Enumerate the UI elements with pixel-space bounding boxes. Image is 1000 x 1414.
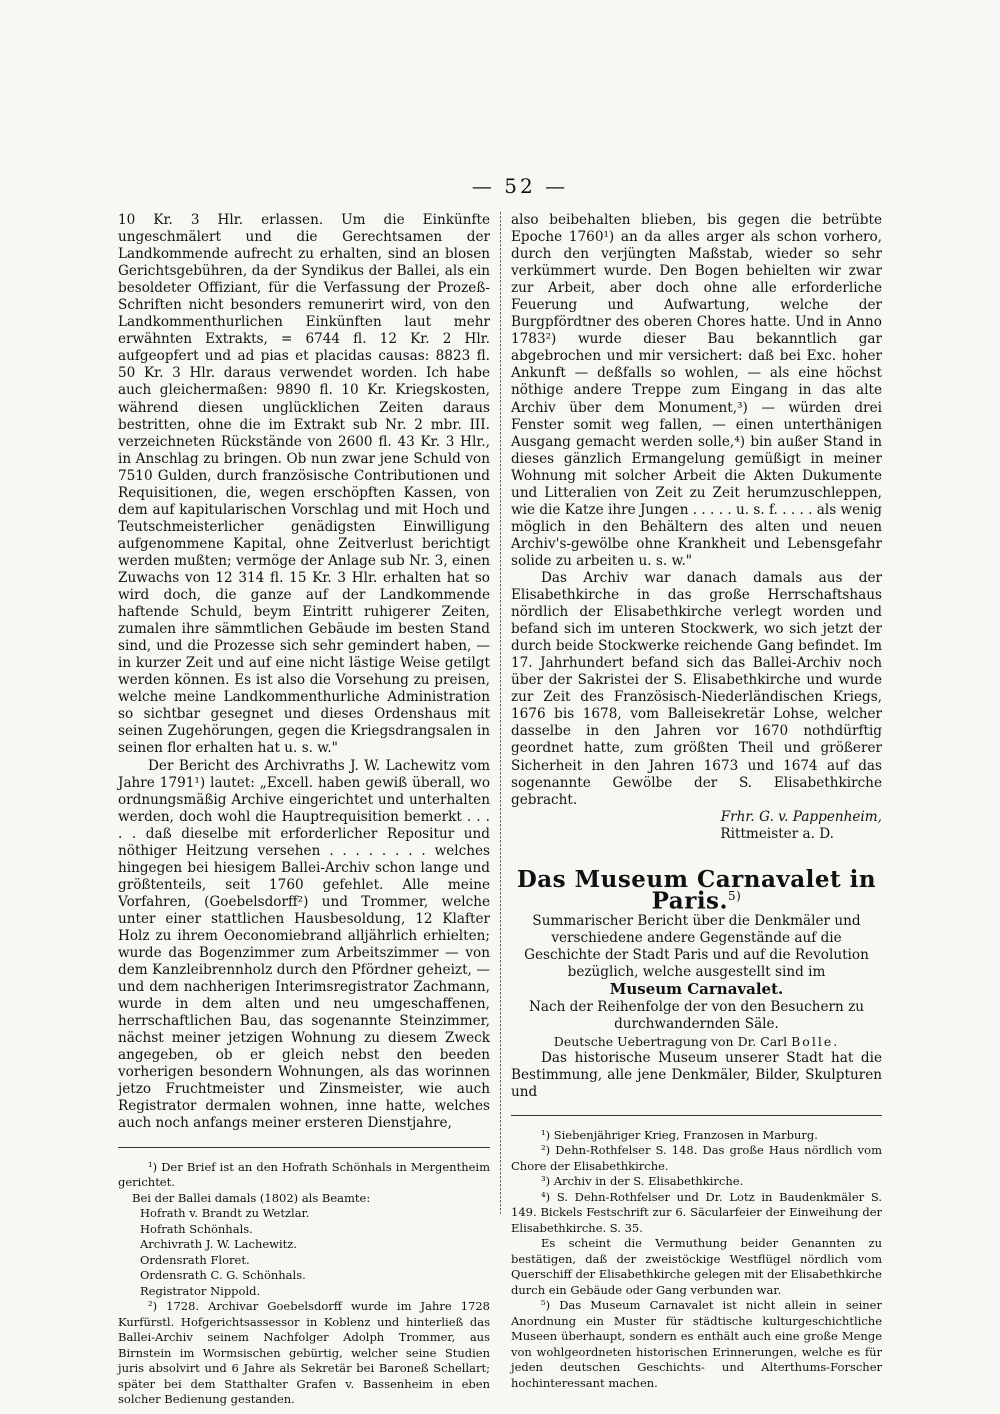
left-column xyxy=(118,212,490,1408)
footnote-separator xyxy=(118,1147,490,1148)
footnote-right: ²) Dehn-Rothfelser S. 148. Das große Haus nördlich vom Chore der Elisabethkirche. xyxy=(511,1143,882,1173)
left-paragraph-1: 10 Kr. 3 Hlr. erlassen. Um die Einkünfte ungeschmälert und die Gerechtsamen der Landkommende aufrecht zu erhalten, sind an blosen Gerichtsgebühren, da der Syndikus der Ballei, als ein besoldeter Offiziant, für die Verfassung der Prozeß-Schriften nicht besonders remunerirt wird, von den Landkommenthurlichen Einkünften laut mehr erwähnten Extrakts, = 6744 fl. 12 Kr. 2 Hlr. aufgeopfert und ad pias et placidas causas: 8823 fl. 50 Kr. 3 Hlr. daraus verwendet worden. Ich habe auch gleichermaßen: 9890 fl. 10 Kr. Kriegskosten, während diesen unglücklichen Zeiten daraus bestritten, ohne die im Extrakt sub Nr. 2 mbr. III. verzeichneten Rückstände von 2600 fl. 43 Kr. 3 Hlr., in Anschlag zu bringen. Ob nun zwar jene Schuld von 7510 Gulden, durch französische Contributionen und Requisitionen, die, wegen erschöpften Kassen, von dem auf kapitularischen Vorschlag und mit Hoch und Teutschmeisterlicher genädigsten Einwilligung aufgenommene Kapital, ohne Zeitverlust berichtigt werden mußten; vermöge der Anlage sub Nr. 3, einen Zuwachs von 12 314 fl. 15 Kr. 3 Hlr. erhalten hat so wird doch, die ganze auf der Landkommende haftende Schuld, beym Eintritt ruhigerer Zeiten, zumalen ihre sämmtlichen Gebäude im besten Stand sind, und die Prozesse sich sehr gemindert haben, — in kurzer Zeit und auf eine nicht lästige Weise getilgt werden können. Es ist also die Vorsehung zu preisen, welche meine Landkommenthurliche Administration so sichtbar gesegnet und dieses Ordenshaus mit seinen Zugehörungen, gegen die Kriegsdrangsalen in seinen flor erhalten hat u. s. w." xyxy=(118,212,490,757)
page-number: — 52 — xyxy=(471,174,569,198)
signature-title: Rittmeister a. D. xyxy=(720,825,834,842)
article-title xyxy=(511,865,882,915)
right-paragraph-2: Das Archiv war danach damals aus der Elisabethkirche in das große Herrschaftshaus nördlich der Elisabethkirche verlegt worden und befand sich im unteren Stockwerk, wo sich jetzt der durch beide Stockwerke reichende Gang befindet. Im 17. Jahrhundert befand sich das Ballei-Archiv noch über der Sakristei der S. Elisabethkirche und wurde zur Zeit des Französisch-Niederländischen Kriegs, 1676 bis 1678, vom Balleisekretär Lohse, welcher dasselbe in den Jahren vor 1670 nothdürftig geordnet hatte, zum größten Theil und größerer Sicherheit in den Jahren 1673 und 1674 auf das sogenannte Gewölbe der S. Elisabethkirche gebracht. xyxy=(511,569,882,808)
translator-name: Bolle. xyxy=(791,1033,840,1049)
footnote-right: Es scheint die Vermuthung beider Genannten zu bestätigen, daß der zweistöckige Westflügel nördlich vom Querschiff der Elisabethkirche gelegen mit der Elisabethkirche durch ein Gebäude oder Gang verbunden war. xyxy=(511,1236,882,1297)
footnote-1: ¹) Der Brief ist an den Hofrath Schönhals in Mergentheim gerichtet. xyxy=(118,1159,490,1190)
right-paragraph-1: also beibehalten blieben, bis gegen die betrübte Epoche 1760¹) an da alles arger als schon vorhero, durch den verjüngten Maßstab, wieder so sehr verkümmert wurde. Den Bogen behielten wir zwar zur Arbeit, aber doch ohne alle erforderliche Feuerung und Aufwartung, welche der Burgpfördtner des oberen Chores hatte. Und in Anno 1783²) wurde dieser Bau bekanntlich gar abgebrochen und mir versichert: daß bei Exc. hoher Ankunft — deßfalls so wohlen, — als eine höchst nöthige andere Treppe zum Eingang in das alte Archiv über dem Monument,³) — würden drei Fenster somit weg fallen, — einen unterthänigen Ausgang gemacht werden solle,⁴) bin außer Stand in dieses gänzlich Ermangelung gemüßigt in meiner Wohnung mit solcher Arbeit die Akten Dukumente und Litteralien von Zeit zu Zeit herumzuschleppen, wie die Katze ihre Jungen . . . . . u. s. f. . . . . als wenig möglich in den Behältern des alten und neuen Archiv's-gewölbe ohne Krankheit und Lebensgefahr solide zu arbeiten u. s. w." xyxy=(511,212,882,569)
footnote-right: ³) Archiv in der S. Elisabethkirche. xyxy=(541,1174,744,1189)
right-paragraph-3: Das historische Museum unserer Stadt hat die Bestimmung, alle jene Denkmäler, Bilder, Skulpturen und xyxy=(511,1049,882,1100)
translation-credit: Deutsche Uebertragung von Dr. Carl Bolle. xyxy=(553,1033,840,1049)
official-entry: Hofrath Schönhals. xyxy=(140,1221,253,1236)
official-entry: Ordensrath C. G. Schönhals. xyxy=(140,1268,306,1283)
museum-heading: Museum Carnavalet. xyxy=(609,980,784,999)
footnote-separator xyxy=(511,1115,882,1116)
footnote-right: ⁴) S. Dehn-Rothfelser und Dr. Lotz in Baudenkmäler S. 149. Bickels Festschrift zur 6. Säcularfeier der Einweihung der Elisabethkirche. S. 35. xyxy=(511,1189,882,1235)
article-title-footnote-mark: 5) xyxy=(728,888,742,903)
official-entry: Ordensrath Floret. xyxy=(140,1252,250,1267)
column-divider xyxy=(500,212,501,1214)
visitor-order-note: Nach der Reihenfolge der von den Besuchern zu durchwandernden Säle. xyxy=(528,998,865,1032)
footnote-1-officials-intro: Bei der Ballei damals (1802) als Beamte: xyxy=(132,1190,371,1205)
official-entry: Hofrath v. Brandt zu Wetzlar. xyxy=(140,1206,310,1221)
footnote-right: ¹) Siebenjähriger Krieg, Franzosen in Marburg. xyxy=(541,1127,818,1142)
signature-name: Frhr. G. v. Pappenheim, xyxy=(720,808,882,825)
right-column xyxy=(511,212,882,1391)
official-entry: Archivrath J. W. Lachewitz. xyxy=(140,1237,298,1252)
official-entry: Registrator Nippold. xyxy=(140,1283,261,1298)
article-subtitle: Summarischer Bericht über die Denkmäler und verschiedene andere Gegenstände auf die Geschichte der Stadt Paris und auf die Revolution bezüglich, welche ausgestellt sind im xyxy=(524,913,869,981)
footnote-2: ²) 1728. Archivar Goebelsdorff wurde im Jahre 1728 Kurfürstl. Hofgerichtsassessor in Koblenz und hinterließ das Ballei-Archiv seinem Nachfolger Adolph Trommer, aus Birnstein im Wormsischen gebürtig, welcher seine Studien juris absolvirt und 6 Jahre als Sekretär bei Baroneß Schellart; später bei dem Statthalter Grafen v. Bassenheim in eben solcher Bedienung gestanden. xyxy=(118,1299,490,1407)
article-title-text: Das Museum Carnavalet in Paris. xyxy=(516,865,877,915)
footnote-right: ⁵) Das Museum Carnavalet ist nicht allein in seiner Anordnung ein Muster für städtische kulturgeschichtliche Museen überhaupt, sondern es enthält auch eine große Menge von wohlgeordneten historischen Erinnerungen, welche es für jeden deutschen Geschichts- und Alterthums-Forscher hochinteressant machen. xyxy=(511,1298,882,1390)
left-paragraph-2: Der Bericht des Archivraths J. W. Lachewitz vom Jahre 1791¹) lautet: „Excell. haben gewiß überall, wo ordnungsmäßig Archive eingerichtet und unterhalten werden, doch wohl die Hauptrequisition bemerkt . . . . . daß dieselbe mit erforderlicher Repositur und nöthiger Heitzung versehen . . . . . . . . welches hingegen bei hiesigem Ballei-Archiv schon lange und größtenteils, seit 1760 gefehlet. Alle meine Vorfahren, (Goebelsdorff²) und Trommer, welche unter einer stattlichen Hausbesoldung, 12 Klafter Holz zu ihrem Oeconomiebrand alljährlich erhielten; wurde das Bogenzimmer zum Arbeitszimmer — von dem Kanzleibrennholz durch den Pfördner geheizt, — und dem nachherigen Interimsregistrator Zachmann, wurde in dem alten und neu umgeschaffenen, herrschaftlichen Bau, das sogenannte Steinzimmer, nächst meiner jetzigen Wohnung zu diesem Zweck angegeben, ob er gleich nebst den beeden vorherigen besondern Wohnungen, als das worinnen jetzo Fruchtmeister und Zinsmeister, wie auch Registrator dermalen wohnen, inne hatte, welches auch noch anfangs meiner ersteren Dienstjahre, xyxy=(118,757,490,1132)
